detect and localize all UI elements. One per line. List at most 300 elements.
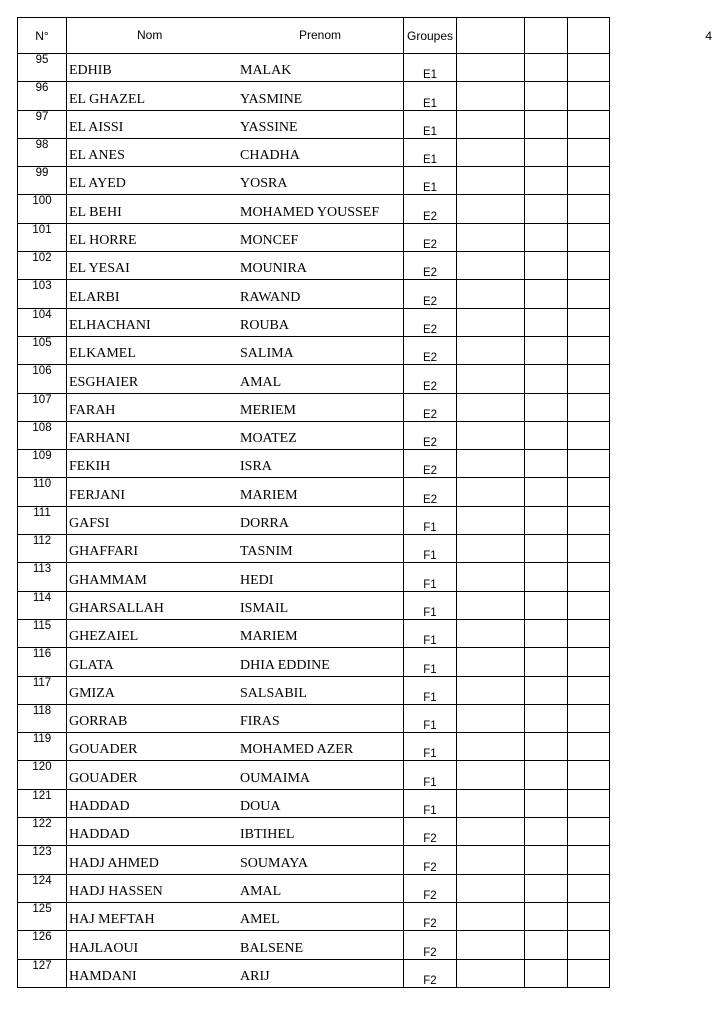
student-roster-table xyxy=(17,17,610,988)
table-row xyxy=(18,535,610,563)
row-prenom: MOHAMED AZER xyxy=(240,742,354,758)
row-number: 99 xyxy=(18,167,67,195)
row-nom: GORRAB xyxy=(69,714,128,730)
row-number: 113 xyxy=(18,563,67,591)
row-names xyxy=(67,846,404,874)
row-nom: GOUADER xyxy=(69,742,138,758)
row-nom: EL GHAZEL xyxy=(69,91,146,107)
row-groupe: F2 xyxy=(404,846,457,874)
header-num: N° xyxy=(18,18,67,54)
row-blank-cell xyxy=(457,365,525,393)
row-number: 101 xyxy=(18,223,67,251)
table-row xyxy=(18,818,610,846)
row-names xyxy=(67,393,404,421)
row-names xyxy=(67,54,404,82)
row-blank-cell xyxy=(457,252,525,280)
row-prenom: ISRA xyxy=(240,459,272,475)
row-nom: ELHACHANI xyxy=(69,317,151,333)
row-prenom: AMAL xyxy=(240,883,282,899)
row-blank-cell xyxy=(457,223,525,251)
row-prenom: MOUNIRA xyxy=(240,261,307,277)
row-blank-cell xyxy=(568,308,610,336)
row-blank-cell xyxy=(525,54,568,82)
row-nom: EL BEHI xyxy=(69,204,122,220)
row-nom: GHAMMAM xyxy=(69,572,147,588)
row-groupe: E2 xyxy=(404,336,457,364)
table-row xyxy=(18,846,610,874)
row-names xyxy=(67,818,404,846)
row-groupe: E1 xyxy=(404,138,457,166)
table-row xyxy=(18,619,610,647)
row-blank-cell xyxy=(457,535,525,563)
row-blank-cell xyxy=(525,82,568,110)
row-blank-cell xyxy=(568,393,610,421)
table-row xyxy=(18,959,610,987)
row-blank-cell xyxy=(568,704,610,732)
row-number: 95 xyxy=(18,54,67,82)
row-groupe: F1 xyxy=(404,563,457,591)
row-groupe: E2 xyxy=(404,223,457,251)
table-row xyxy=(18,421,610,449)
row-groupe: F1 xyxy=(404,648,457,676)
row-names xyxy=(67,450,404,478)
row-blank-cell xyxy=(457,563,525,591)
row-number: 121 xyxy=(18,789,67,817)
row-blank-cell xyxy=(457,336,525,364)
row-blank-cell xyxy=(457,54,525,82)
row-names xyxy=(67,789,404,817)
row-blank-cell xyxy=(525,167,568,195)
row-names xyxy=(67,308,404,336)
row-prenom: ARIJ xyxy=(240,968,270,984)
table-row xyxy=(18,874,610,902)
row-names xyxy=(67,676,404,704)
row-blank-cell xyxy=(525,959,568,987)
row-names xyxy=(67,365,404,393)
row-prenom: YASMINE xyxy=(240,91,303,107)
row-groupe: F1 xyxy=(404,704,457,732)
row-groupe: F1 xyxy=(404,619,457,647)
row-blank-cell xyxy=(525,874,568,902)
row-names xyxy=(67,591,404,619)
table-row xyxy=(18,761,610,789)
row-prenom: RAWAND xyxy=(240,289,301,305)
row-groupe: E2 xyxy=(404,393,457,421)
row-names xyxy=(67,902,404,930)
row-names xyxy=(67,563,404,591)
row-prenom: ROUBA xyxy=(240,317,290,333)
row-prenom: HEDI xyxy=(240,572,274,588)
row-names xyxy=(67,648,404,676)
row-blank-cell xyxy=(525,563,568,591)
row-blank-cell xyxy=(568,619,610,647)
table-row xyxy=(18,365,610,393)
row-names xyxy=(67,478,404,506)
row-number: 98 xyxy=(18,138,67,166)
row-prenom: DORRA xyxy=(240,516,290,532)
row-blank-cell xyxy=(525,619,568,647)
row-nom: GHEZAIEL xyxy=(69,629,139,645)
row-number: 124 xyxy=(18,874,67,902)
row-groupe: F2 xyxy=(404,931,457,959)
row-blank-cell xyxy=(525,789,568,817)
row-number: 115 xyxy=(18,619,67,647)
row-blank-cell xyxy=(568,365,610,393)
row-blank-cell xyxy=(568,846,610,874)
row-prenom: FIRAS xyxy=(240,714,280,730)
row-nom: EL ANES xyxy=(69,148,125,164)
row-blank-cell xyxy=(525,252,568,280)
row-prenom: SALIMA xyxy=(240,346,294,362)
table-row xyxy=(18,308,610,336)
row-names xyxy=(67,252,404,280)
row-names xyxy=(67,195,404,223)
row-prenom: CHADHA xyxy=(240,148,300,164)
row-groupe: F2 xyxy=(404,959,457,987)
table-row xyxy=(18,902,610,930)
header-groupes: Groupes xyxy=(404,18,457,54)
row-blank-cell xyxy=(568,535,610,563)
row-blank-cell xyxy=(525,931,568,959)
table-row xyxy=(18,138,610,166)
row-blank-cell xyxy=(525,846,568,874)
row-groupe: E1 xyxy=(404,54,457,82)
row-groupe: F1 xyxy=(404,676,457,704)
row-number: 114 xyxy=(18,591,67,619)
row-blank-cell xyxy=(525,478,568,506)
row-blank-cell xyxy=(525,902,568,930)
row-number: 117 xyxy=(18,676,67,704)
row-blank-cell xyxy=(568,82,610,110)
row-groupe: E2 xyxy=(404,450,457,478)
row-blank-cell xyxy=(568,959,610,987)
row-names xyxy=(67,421,404,449)
row-blank-cell xyxy=(457,846,525,874)
row-nom: EDHIB xyxy=(69,63,112,79)
row-blank-cell xyxy=(568,874,610,902)
row-blank-cell xyxy=(568,195,610,223)
row-blank-cell xyxy=(525,761,568,789)
row-blank-cell xyxy=(568,676,610,704)
row-nom: EL HORRE xyxy=(69,233,137,249)
row-blank-cell xyxy=(457,761,525,789)
row-blank-cell xyxy=(525,648,568,676)
row-blank-cell xyxy=(457,393,525,421)
row-blank-cell xyxy=(568,733,610,761)
row-blank-cell xyxy=(457,450,525,478)
row-nom: ESGHAIER xyxy=(69,374,139,390)
row-prenom: DOUA xyxy=(240,799,281,815)
row-groupe: F1 xyxy=(404,591,457,619)
table-row xyxy=(18,789,610,817)
row-blank-cell xyxy=(568,138,610,166)
table-row xyxy=(18,733,610,761)
row-number: 110 xyxy=(18,478,67,506)
table-row xyxy=(18,591,610,619)
table-row xyxy=(18,280,610,308)
row-blank-cell xyxy=(568,223,610,251)
row-number: 107 xyxy=(18,393,67,421)
row-blank-cell xyxy=(457,789,525,817)
row-groupe: E2 xyxy=(404,280,457,308)
row-blank-cell xyxy=(568,450,610,478)
table-row xyxy=(18,506,610,534)
row-groupe: F1 xyxy=(404,506,457,534)
row-prenom: YASSINE xyxy=(240,119,298,135)
row-blank-cell xyxy=(525,535,568,563)
row-names xyxy=(67,619,404,647)
table-row xyxy=(18,82,610,110)
row-blank-cell xyxy=(457,421,525,449)
row-blank-cell xyxy=(457,591,525,619)
row-blank-cell xyxy=(525,506,568,534)
row-groupe: E2 xyxy=(404,421,457,449)
row-blank-cell xyxy=(457,478,525,506)
row-names xyxy=(67,506,404,534)
table-row xyxy=(18,478,610,506)
row-prenom: TASNIM xyxy=(240,544,293,560)
row-groupe: E1 xyxy=(404,82,457,110)
table-body xyxy=(18,54,610,988)
table-row xyxy=(18,450,610,478)
row-number: 118 xyxy=(18,704,67,732)
row-names xyxy=(67,874,404,902)
row-number: 100 xyxy=(18,195,67,223)
row-nom: GAFSI xyxy=(69,516,110,532)
row-number: 111 xyxy=(18,506,67,534)
row-number: 120 xyxy=(18,761,67,789)
table-header-row xyxy=(18,18,610,54)
row-blank-cell xyxy=(457,818,525,846)
row-names xyxy=(67,931,404,959)
row-blank-cell xyxy=(568,167,610,195)
row-prenom: YOSRA xyxy=(240,176,288,192)
row-blank-cell xyxy=(525,195,568,223)
row-prenom: BALSENE xyxy=(240,940,303,956)
row-groupe: E2 xyxy=(404,252,457,280)
row-blank-cell xyxy=(568,902,610,930)
table-row xyxy=(18,223,610,251)
row-names xyxy=(67,761,404,789)
row-blank-cell xyxy=(457,308,525,336)
row-number: 103 xyxy=(18,280,67,308)
row-blank-cell xyxy=(568,280,610,308)
table-row xyxy=(18,167,610,195)
row-names xyxy=(67,167,404,195)
row-blank-cell xyxy=(457,704,525,732)
row-blank-cell xyxy=(525,676,568,704)
page-number: 4 xyxy=(705,29,712,43)
row-groupe: F2 xyxy=(404,874,457,902)
row-nom: GOUADER xyxy=(69,770,138,786)
row-blank-cell xyxy=(525,336,568,364)
table-row xyxy=(18,336,610,364)
row-blank-cell xyxy=(457,931,525,959)
row-names xyxy=(67,535,404,563)
row-prenom: MONCEF xyxy=(240,233,299,249)
row-blank-cell xyxy=(568,478,610,506)
row-number: 122 xyxy=(18,818,67,846)
row-nom: HAJ MEFTAH xyxy=(69,912,155,928)
row-number: 104 xyxy=(18,308,67,336)
row-nom: EL YESAI xyxy=(69,261,130,277)
row-number: 109 xyxy=(18,450,67,478)
header-names xyxy=(67,18,404,54)
row-prenom: MARIEM xyxy=(240,487,298,503)
table-row xyxy=(18,393,610,421)
row-prenom: MOATEZ xyxy=(240,431,297,447)
row-prenom: IBTIHEL xyxy=(240,827,295,843)
row-groupe: E1 xyxy=(404,167,457,195)
row-groupe: F1 xyxy=(404,535,457,563)
row-blank-cell xyxy=(568,110,610,138)
row-blank-cell xyxy=(457,902,525,930)
row-blank-cell xyxy=(457,959,525,987)
row-blank-cell xyxy=(457,280,525,308)
row-names xyxy=(67,82,404,110)
row-blank-cell xyxy=(457,195,525,223)
row-blank-cell xyxy=(525,308,568,336)
row-names xyxy=(67,280,404,308)
row-nom: HADDAD xyxy=(69,827,130,843)
row-groupe: F1 xyxy=(404,733,457,761)
row-number: 108 xyxy=(18,421,67,449)
row-nom: ELARBI xyxy=(69,289,120,305)
row-nom: EL AYED xyxy=(69,176,126,192)
row-prenom: MALAK xyxy=(240,63,292,79)
table-row xyxy=(18,54,610,82)
row-blank-cell xyxy=(525,450,568,478)
table-row xyxy=(18,676,610,704)
row-nom: FERJANI xyxy=(69,487,126,503)
row-groupe: E2 xyxy=(404,478,457,506)
row-nom: GLATA xyxy=(69,657,114,673)
header-blank-1 xyxy=(457,18,525,54)
table-row xyxy=(18,563,610,591)
row-names xyxy=(67,223,404,251)
row-prenom: MERIEM xyxy=(240,402,296,418)
row-names xyxy=(67,704,404,732)
row-blank-cell xyxy=(457,676,525,704)
row-names xyxy=(67,336,404,364)
row-nom: FARHANI xyxy=(69,431,131,447)
row-blank-cell xyxy=(525,733,568,761)
row-number: 116 xyxy=(18,648,67,676)
table-row xyxy=(18,110,610,138)
row-groupe: F2 xyxy=(404,902,457,930)
row-nom: FEKIH xyxy=(69,459,111,475)
row-number: 119 xyxy=(18,733,67,761)
row-blank-cell xyxy=(457,167,525,195)
header-nom: Nom xyxy=(137,28,163,42)
row-blank-cell xyxy=(457,733,525,761)
row-blank-cell xyxy=(568,591,610,619)
row-blank-cell xyxy=(525,421,568,449)
row-prenom: AMAL xyxy=(240,374,282,390)
row-number: 126 xyxy=(18,931,67,959)
row-prenom: SOUMAYA xyxy=(240,855,308,871)
table-row xyxy=(18,931,610,959)
row-blank-cell xyxy=(457,110,525,138)
row-prenom: DHIA EDDINE xyxy=(240,657,330,673)
row-blank-cell xyxy=(568,648,610,676)
row-nom: HAMDANI xyxy=(69,968,137,984)
row-blank-cell xyxy=(525,393,568,421)
header-blank-2 xyxy=(525,18,568,54)
row-blank-cell xyxy=(568,54,610,82)
row-groupe: F2 xyxy=(404,818,457,846)
row-prenom: MOHAMED YOUSSEF xyxy=(240,204,380,220)
row-blank-cell xyxy=(525,138,568,166)
row-blank-cell xyxy=(457,874,525,902)
row-number: 112 xyxy=(18,535,67,563)
row-number: 102 xyxy=(18,252,67,280)
row-nom: HADJ AHMED xyxy=(69,855,159,871)
row-blank-cell xyxy=(568,931,610,959)
row-groupe: F1 xyxy=(404,789,457,817)
row-nom: GHAFFARI xyxy=(69,544,138,560)
row-groupe: F1 xyxy=(404,761,457,789)
row-number: 96 xyxy=(18,82,67,110)
row-nom: HAJLAOUI xyxy=(69,940,139,956)
row-prenom: AMEL xyxy=(240,912,280,928)
row-blank-cell xyxy=(457,82,525,110)
row-nom: GHARSALLAH xyxy=(69,600,164,616)
row-nom: HADDAD xyxy=(69,799,130,815)
row-blank-cell xyxy=(568,761,610,789)
row-blank-cell xyxy=(568,252,610,280)
header-blank-3 xyxy=(568,18,610,54)
row-prenom: SALSABIL xyxy=(240,685,307,701)
row-blank-cell xyxy=(568,789,610,817)
table-row xyxy=(18,252,610,280)
row-blank-cell xyxy=(457,506,525,534)
row-prenom: OUMAIMA xyxy=(240,770,310,786)
row-groupe: E2 xyxy=(404,365,457,393)
row-blank-cell xyxy=(457,648,525,676)
row-names xyxy=(67,138,404,166)
row-prenom: MARIEM xyxy=(240,629,298,645)
row-blank-cell xyxy=(525,704,568,732)
row-nom: EL AISSI xyxy=(69,119,124,135)
table-row xyxy=(18,195,610,223)
row-blank-cell xyxy=(568,506,610,534)
row-blank-cell xyxy=(457,138,525,166)
row-number: 106 xyxy=(18,365,67,393)
table-row xyxy=(18,704,610,732)
row-groupe: E2 xyxy=(404,195,457,223)
row-number: 123 xyxy=(18,846,67,874)
row-nom: FARAH xyxy=(69,402,116,418)
row-number: 127 xyxy=(18,959,67,987)
row-groupe: E1 xyxy=(404,110,457,138)
table-row xyxy=(18,648,610,676)
row-blank-cell xyxy=(568,563,610,591)
header-prenom: Prenom xyxy=(299,28,342,42)
row-blank-cell xyxy=(525,365,568,393)
row-groupe: E2 xyxy=(404,308,457,336)
row-number: 125 xyxy=(18,902,67,930)
row-blank-cell xyxy=(525,818,568,846)
row-number: 97 xyxy=(18,110,67,138)
row-nom: GMIZA xyxy=(69,685,115,701)
row-blank-cell xyxy=(525,591,568,619)
row-blank-cell xyxy=(457,619,525,647)
row-nom: HADJ HASSEN xyxy=(69,883,163,899)
row-names xyxy=(67,733,404,761)
row-names xyxy=(67,959,404,987)
row-blank-cell xyxy=(525,280,568,308)
